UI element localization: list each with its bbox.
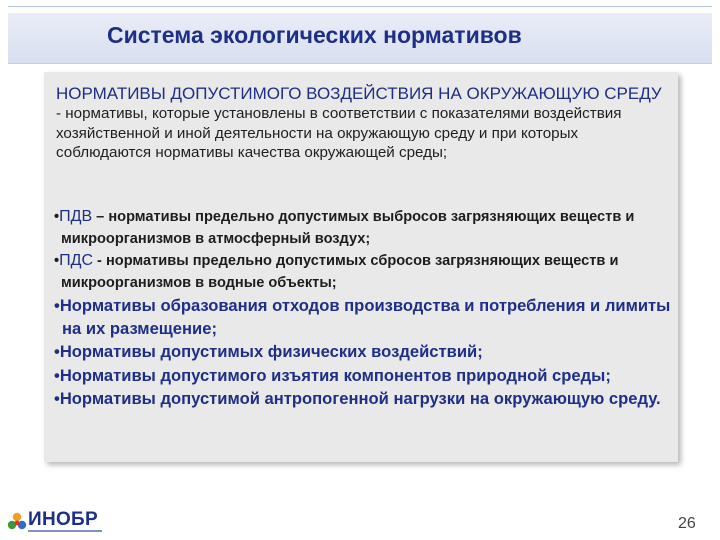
bullet-marker: • [54, 342, 60, 362]
bullet-marker: • [54, 209, 60, 225]
page-number: 26 [678, 515, 696, 532]
bullet-marker: • [54, 296, 60, 315]
inobr-logo-icon [6, 511, 28, 533]
slide-title: Система экологических нормативов [107, 22, 522, 48]
list-item-anthropogenic [54, 388, 678, 411]
list-item-physical [54, 341, 678, 364]
list-item-waste [54, 295, 678, 340]
intro-term: НОРМАТИВЫ ДОПУСТИМОГО ВОЗДЕЙСТВИЯ НА ОКРУЖАЮЩУЮ СРЕДУ [56, 84, 662, 103]
logo [6, 508, 106, 536]
bullet-marker: • [54, 365, 60, 385]
intro-text: - нормативы, которые установлены в соответствии с показателями воздействия хозяйственной и иной деятельности на окружающую среду и при которых соблюдаются нормативы качества окружающей среды; [56, 105, 622, 162]
pds-text: - нормативы предельно допустимых сбросов загрязняющих веществ и микроорганизмов в водные объекты; [61, 253, 619, 291]
top-rule [8, 6, 712, 7]
logo-text: ИНОБР [28, 509, 98, 530]
list-item-withdrawal [54, 365, 678, 388]
list-item-pdv [54, 206, 678, 250]
pds-tag: ПДС [59, 252, 93, 269]
intro-paragraph [56, 84, 668, 163]
waste-text: Нормативы образования отходов производства и потребления и лимиты на их размещение; [59, 296, 671, 338]
norms-list [54, 206, 678, 411]
pdv-tag: ПДВ [59, 208, 93, 225]
pdv-text: – нормативы предельно допустимых выбросов загрязняющих веществ и микроорганизмов в атмосферный воздух; [61, 209, 635, 247]
anthropogenic-text: Нормативы допустимой антропогенной нагрузки на окружающую среду. [59, 389, 661, 409]
bullet-marker: • [54, 253, 60, 269]
logo-underline [28, 530, 102, 532]
bullet-marker: • [54, 389, 60, 409]
withdrawal-text: Нормативы допустимого изъятия компонентов природной среды; [59, 365, 611, 385]
list-item-pds [54, 250, 678, 294]
physical-text: Нормативы допустимых физических воздействий; [59, 342, 483, 362]
